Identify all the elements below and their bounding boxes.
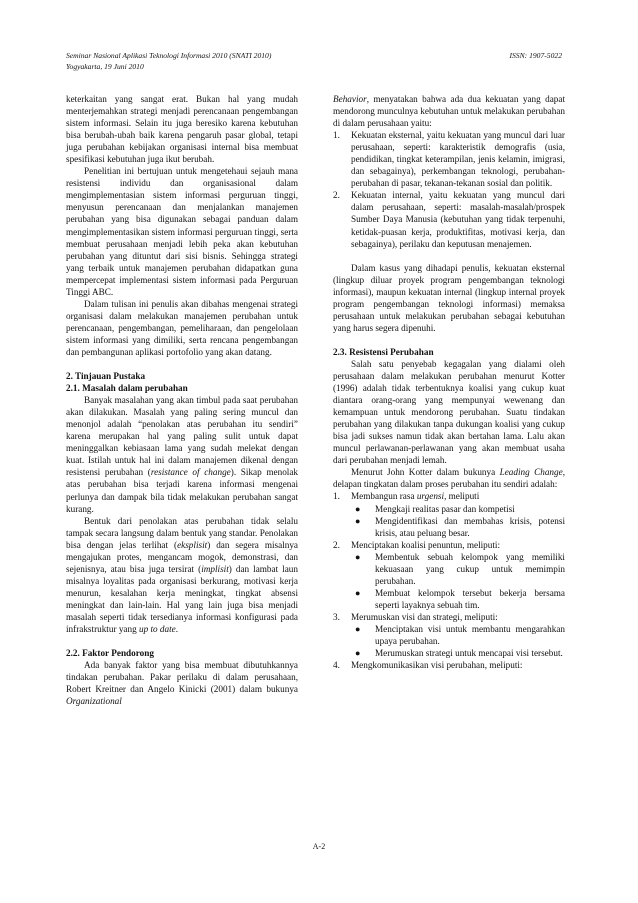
list-item: 4. Mengkomunikasikan visi perubahan, meliputi:: [333, 660, 523, 671]
paragraph: Penelitian ini bertujuan untuk mengetehaui sejauh mana resistensi individu dan organisasional dalam mengimplementasian sistem informasi perguruan tinggi, menyusun perencanaan dan menjalankan manajemen perubahan yang bisa digunakan sebagai panduan dalam mengimplementasikan sistem informasi perguruan tinggi, serta membuat perusahaan menjadi lebih peka akan kebutuhan perubahan yang dituntut dari sisi bisnis. Sehingga strategi yang terbaik untuk manajemen perubahan didapatkan guna mempercepat implementasi sistem informasi pada Perguruan Tinggi ABC.: [66, 166, 298, 297]
paragraph: Bentuk dari penolakan atas perubahan tidak selalu tampak secara langsung dalam bentuk yang standar. Penolakan bisa dengan jelas terlihat (eksplisit) dan segera misalnya mengajukan protes, mengancam mogok, demonstrasi, dan sejenisnya, atau bisa juga tersirat (implisit) dan lambat laun misalnya loyalitas pada organisasi berkurang, motivasi kerja menurun, kesalahan kerja meningkat, tingkat absensi meningkat dan lain-lain. Hal yang lain juga bisa menjadi masalah seperti tidak tersedianya informasi konfigurasi pada infrakstruktur yang up to date.: [66, 515, 298, 635]
list-item: 1. Membangun rasa urgensi, meliputi: [333, 491, 480, 502]
bullet-item: ● Menciptakan visi untuk membantu mengarahkan upaya perubahan.: [355, 623, 565, 647]
bullet-icon: ●: [355, 623, 361, 634]
header-left: [66, 50, 271, 72]
bullet-icon: ●: [355, 551, 361, 562]
bullet-item: ● Membentuk sebuah kelompok yang memiliki kekuasaan yang cukup untuk memimpin perubahan.: [355, 551, 565, 586]
bullet-icon: ●: [355, 515, 361, 526]
paragraph: Banyak masalahan yang akan timbul pada saat perubahan akan dilakukan. Masalah yang paling sering muncul dan menonjol adalah “penolakan atas perubahan itu sendiri” karena merupakan hal yang paling sulit untuk dapat meninggalkan kebiasaan lama yang sudah melekat dengan kuat. Istilah untuk hal ini dalam manajemen dikenal dengan resistensi perubahan (resistance of change). Sikap menolak atas perubahan bisa terjadi karena informasi mengenai perlunya dan dampak bila tidak melakukan perubahan sangat kurang.: [66, 395, 299, 514]
right-column: [333, 93, 565, 671]
bullet-item: ● Mengidentifikasi dan membahas krisis, potensi krisis, atau peluang besar.: [355, 515, 565, 538]
paragraph: keterkaitan yang sangat erat. Bukan hal yang mudah menterjemahkan strategi menjadi perencanaan pengembangan sistem informasi. Selain itu juga beresiko karena kebutuhan bisa berubah-ubah baik karena pengaruh pasar global, tetapi juga perubahan kebijakan organisasi internal bisa membuat spesifikasi kebutuhan juga ikut berubah.: [66, 94, 298, 165]
issn: ISSN: 1907-5022: [509, 51, 562, 60]
list-item: 3. Merumuskan visi dan strategi, meliputi:: [333, 611, 498, 622]
bullet-item: ● Mengkaji realitas pasar dan kompetisi: [355, 503, 515, 514]
conference-date: Yogyakarta, 19 Juni 2010: [66, 62, 144, 71]
paragraph: Salah satu penyebab kegagalan yang dialami oleh perusahaan dalam melakukan perubahan menurut Kotter (1996) adalah tidak terbentuknya koalisi yang cukup kuat diantara orang-orang yang mempunyai wewenang dan kemampuan untuk mendorong perubahan. Suatu tindakan perubahan yang dilakukan tanpa dukungan koalisi yang cukup bisa jadi sukses namun tidak akan bertahan lama. Lalu akan muncul perlawanan-perlawanan yang akan membuat usaha dari perubahan menjadi lemah.: [333, 358, 565, 466]
paragraph: Ada banyak faktor yang bisa membuat dibutuhkannya tindakan perubahan. Pakar perilaku di dalam perusahaan, Robert Kreitner dan Angelo Kinicki (2001) dalam bukunya Organizational: [66, 660, 298, 707]
subsection-heading: 2.1. Masalah dalam perubahan: [66, 383, 188, 394]
paragraph: Menurut John Kotter dalam bukunya Leading Change, delapan tingkatan dalam proses perubahan itu sendiri adalah:: [333, 467, 565, 490]
bullet-item: ● Membuat kelompok tersebut bekerja bersama seperti layaknya sebuah tim.: [355, 587, 565, 610]
paragraph: Behavior, menyatakan bahwa ada dua kekuatan yang dapat mendorong munculnya kebutuhan untuk melakukan perubahan di dalam perusahaan yaitu:: [333, 94, 565, 129]
subsection-heading: 2.3. Resistensi Perubahan: [333, 346, 434, 357]
left-column: [66, 93, 298, 707]
numbered-list: [333, 490, 565, 671]
bullet-item: ● Merumuskan strategi untuk mencapai visi tersebut.: [355, 648, 563, 659]
bullet-icon: ●: [355, 587, 361, 598]
list-item: 2. Kekuatan internal, yaitu kekuatan yang muncul dari dalam perusahaan, seperti: masalah-masalah/prospek Sumber Daya Manusia (kebutuhan yang tidak terpenuhi, ketidak-puasan kerja, produktifitas, motivasi kerja, dan sebagainya), perilaku dan keputusan menajemen.: [333, 190, 565, 249]
numbered-list: [333, 129, 565, 249]
bullet-icon: ●: [355, 648, 361, 659]
paragraph: Dalam kasus yang dihadapi penulis, kekuatan eksternal (lingkup diluar proyek program pengembangan teknologi informasi), maupun kekuatan internal (lingkup internal proyek program pengembangan teknologi informasi) memaksa perusahaan untuk melakukan perubahan sebagai kebutuhan yang harus segera dipenuhi.: [333, 262, 565, 333]
list-item: 1. Kekuatan eksternal, yaitu kekuatan yang muncul dari luar perusahaan, seperti: karakteristik demografis (usia, pendidikan, tingkat keterampilan, jenis kelamin, imigrasi, dan sebagainya), perkembangan teknologi, perubahan-perubahan di pasar, tekanan-tekanan sosial dan politik.: [333, 130, 565, 189]
paragraph: Dalam tulisan ini penulis akan dibahas mengenai strategi organisasi dalam melakukan manajemen perubahan untuk perencanaan, pengembangan, pemeliharaan, dan pengelolaan sistem informasi yang dimiliki, serta rencana pengembangan dan pembangunan aplikasi portofolio yang akan datang.: [66, 298, 298, 357]
subsection-heading: 2.2. Faktor Pendorong: [66, 648, 154, 659]
bullet-icon: ●: [355, 503, 361, 514]
section-heading: 2. Tinjauan Pustaka: [66, 371, 146, 382]
conference-name: Seminar Nasional Aplikasi Teknologi Informasi 2010 (SNATI 2010): [66, 51, 272, 60]
page-number: A-2: [312, 842, 326, 851]
list-item: 2. Menciptakan koalisi penuntun, meliputi:: [333, 539, 501, 550]
